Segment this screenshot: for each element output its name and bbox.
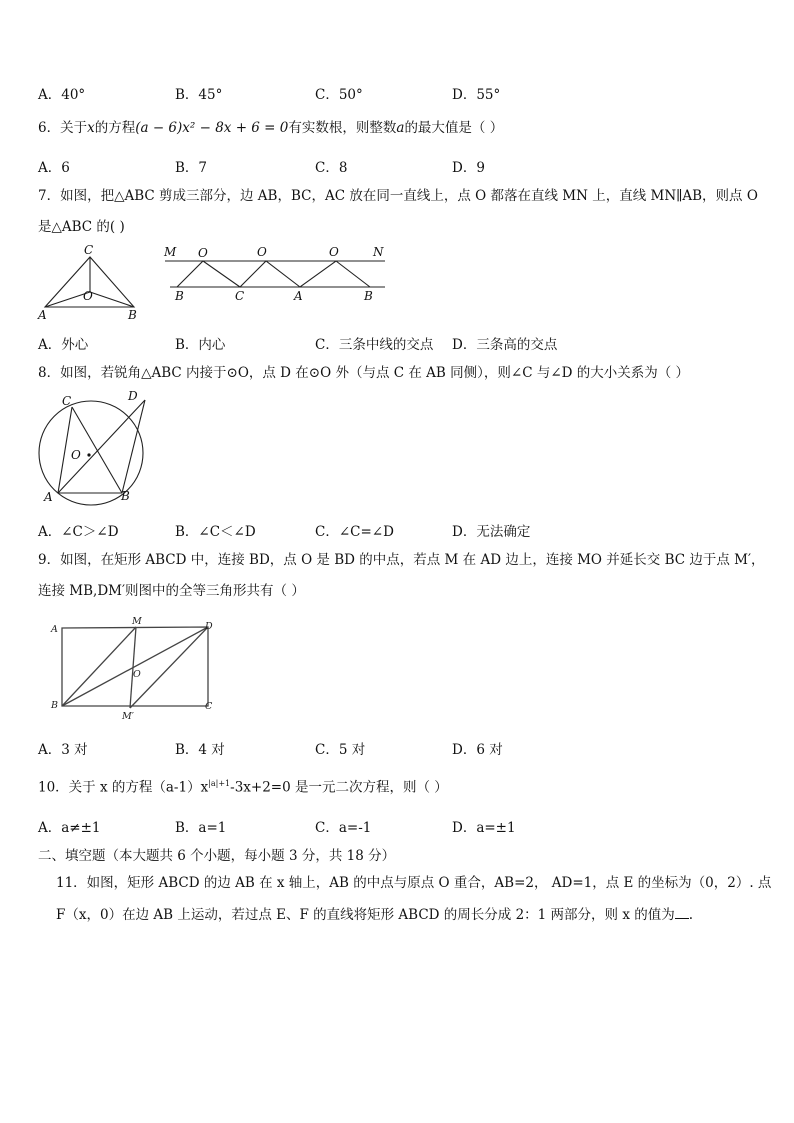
q10-option-c: C．a=-1: [315, 820, 372, 836]
q7-option-a: A．外心: [38, 337, 89, 353]
section-2-title: 二、填空题（本大题共 6 个小题，每小题 3 分，共 18 分）: [38, 848, 396, 864]
q5-option-b: B．45°: [175, 87, 223, 103]
q11-stem-line1: 11．如图，矩形 ABCD 的边 AB 在 x 轴上，AB 的中点与原点 O 重合，AB=2， AD=1，点 E 的坐标为（0，2）. 点: [56, 875, 772, 891]
q10-options: [38, 816, 758, 834]
q7-strip-figure: [160, 243, 395, 305]
q9-label-m: M: [132, 616, 142, 627]
q5-options: [38, 83, 758, 101]
q9-label-c: C: [205, 701, 213, 712]
q11-line2-end: .: [688, 907, 694, 923]
q7-strip-label-b1: B: [175, 289, 184, 303]
q6-var-x: x: [87, 120, 95, 136]
q10-stem: [38, 775, 448, 797]
q8-option-d: D．无法确定: [452, 524, 531, 540]
q5-option-d: D．55°: [452, 87, 501, 103]
q9-label-d: D: [205, 621, 213, 632]
q6-equation: (a − 6)x² − 8x + 6 = 0: [135, 120, 289, 136]
q6-mid: 的方程: [94, 120, 136, 136]
q8-option-a: A．∠C＞∠D: [38, 524, 119, 540]
q8-center-dot: [87, 453, 90, 456]
q9-label-o: O: [133, 669, 141, 680]
q6-stem: [38, 119, 503, 137]
q6-option-d: D．9: [452, 160, 485, 176]
q6-option-c: C．8: [315, 160, 348, 176]
q9-label-a: A: [51, 624, 58, 635]
q7-option-c: C．三条中线的交点: [315, 337, 434, 353]
q8-stem: 8．如图，若锐角△ABC 内接于⊙O，点 D 在⊙O 外（与点 C 在 AB 同侧），则∠C 与∠D 的大小关系为（ ）: [38, 365, 690, 381]
q8-label-a: A: [44, 490, 53, 504]
q10-exponent: |a|+1: [208, 779, 231, 788]
q7-option-d: D．三条高的交点: [452, 337, 558, 353]
q7-stem-line1: 7．如图，把△ABC 剪成三部分，边 AB，BC，AC 放在同一直线上，点 O 都落在直线 MN 上，直线 MN∥AB，则点 O: [38, 188, 758, 204]
q7-stem-line2: 是△ABC 的( ): [38, 219, 125, 235]
q9-stem-line1: 9．如图，在矩形 ABCD 中，连接 BD，点 O 是 BD 的中点，若点 M 在 AD 边上，连接 MO 并延长交 BC 边于点 M′，: [38, 552, 765, 568]
q9-option-d: D．6 对: [452, 742, 503, 758]
q8-label-b: B: [121, 489, 130, 503]
q5-option-c: C．50°: [315, 87, 363, 103]
q8-label-c: C: [62, 394, 72, 408]
q9-option-c: C．5 对: [315, 742, 366, 758]
q8-options: [38, 520, 758, 538]
q9-option-a: A．3 对: [38, 742, 88, 758]
q7-strip-label-n: N: [373, 245, 384, 259]
q9-stem-line2: 连接 MB,DM′则图中的全等三角形共有（ ）: [38, 583, 305, 599]
q7-strip-label-o3: O: [329, 245, 339, 259]
q6-prefix: 6．关于: [38, 120, 88, 136]
q9-rectangle-figure: [48, 615, 223, 721]
q6-var-a: a: [396, 120, 405, 136]
q9-option-b: B．4 对: [175, 742, 225, 758]
q6-option-b: B．7: [175, 160, 208, 176]
q7-triangle-figure: [36, 240, 146, 322]
q7-strip-label-b2: B: [364, 289, 373, 303]
q7-tri-label-b: B: [128, 308, 137, 322]
q9-label-m-prime: M′: [122, 711, 134, 721]
q9-label-b: B: [51, 700, 58, 711]
q7-strip-label-o2: O: [257, 245, 267, 259]
q7-strip-label-m: M: [164, 245, 177, 259]
q7-options: [38, 333, 758, 351]
q6-suffix: 有实数根，则整数: [288, 120, 397, 136]
q11-stem-line2: [56, 906, 693, 924]
q7-tri-label-a: A: [38, 308, 47, 322]
q7-strip-label-c: C: [235, 289, 245, 303]
q11-answer-blank[interactable]: [675, 906, 689, 919]
q8-label-d: D: [128, 389, 138, 403]
q10-option-b: B．a=1: [175, 820, 227, 836]
q8-label-o: O: [71, 448, 81, 462]
q6-end: 的最大值是（ ）: [404, 120, 504, 136]
q10-prefix: 10．关于 x 的方程（a-1）x: [38, 779, 209, 796]
q6-options: [38, 156, 758, 174]
q8-circle-figure: [36, 387, 152, 509]
q6-option-a: A．6: [38, 160, 70, 176]
q10-suffix: -3x+2=0 是一元二次方程，则（ ）: [230, 779, 448, 796]
q10-option-a: A．a≠±1: [38, 820, 101, 836]
q10-option-d: D．a=±1: [452, 820, 516, 836]
q8-option-c: C．∠C=∠D: [315, 524, 394, 540]
q7-option-b: B．内心: [175, 337, 226, 353]
q9-options: [38, 738, 758, 756]
q8-option-b: B．∠C＜∠D: [175, 524, 256, 540]
q11-line2-text: F（x，0）在边 AB 上运动，若过点 E、F 的直线将矩形 ABCD 的周长分成 2：1 两部分，则 x 的值为: [56, 907, 675, 923]
q5-option-a: A．40°: [38, 87, 86, 103]
q7-strip-label-o1: O: [198, 246, 208, 260]
q7-tri-label-o: O: [83, 289, 93, 303]
q7-strip-label-a: A: [294, 289, 303, 303]
q7-tri-label-c: C: [84, 243, 94, 257]
